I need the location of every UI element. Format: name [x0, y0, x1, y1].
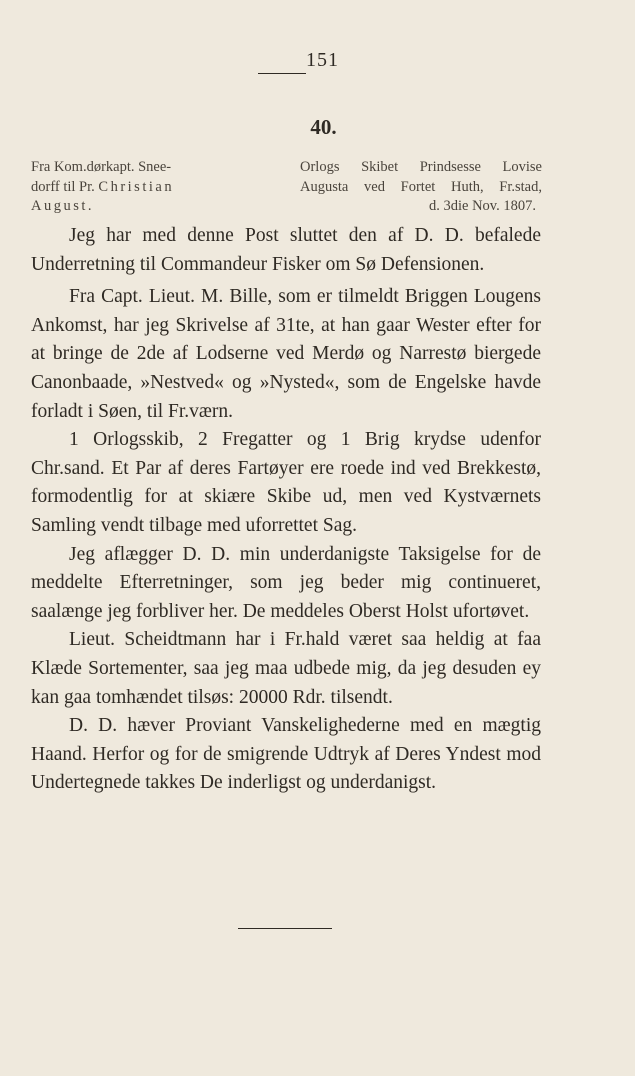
paragraph-5: Lieut. Scheidtmann har i Fr.hald været saa heldig at faa Klæde Sortementer, saa jeg maa udbede mig, da jeg desuden ey kan gaa tomhændet tilsøs: 20000 Rdr. tilsendt. — [31, 629, 541, 708]
paragraph-2: Fra Capt. Lieut. M. Bille, som er tilmeldt Briggen Lougens Ankomst, har jeg Skrivelse af 31te, at han gaar Wester efter for at bringe de 2de af Lodserne ved Merdø og Narrestø biergede Canonbaade, »Nestved« og »Nysted«, som de Engelske havde forladt i Søen, til Fr.værn. — [31, 286, 541, 422]
sender-name-christian: Christian — [98, 178, 175, 195]
page-number: 151 — [306, 49, 339, 71]
paragraph-6: D. D. hæver Proviant Vanskelighederne med en mægtig Haand. Herfor og for de smigrende Udtryk af Deres Yndest mod Undertegnede takkes De inderligst og underdanigst. — [31, 715, 541, 794]
sender-line-1: Fra Kom.dørkapt. Snee- — [31, 159, 172, 175]
paragraph-1: Jeg har med denne Post sluttet den af D. D. befalede Underretning til Commandeur Fisker om Sø Defensionen. — [31, 225, 541, 275]
letter-body — [31, 222, 541, 798]
paragraph-3: 1 Orlogsskib, 2 Fregatter og 1 Brig krydse udenfor Chr.sand. Et Par af deres Fartøyer ere roede ind ved Brekkestø, formodentlig for at skiære Skibe ud, men ved Kystværnets Samling vendt tilbage med uforrettet Sag. — [31, 429, 541, 536]
date-line: d. 3die Nov. 1807. — [429, 198, 536, 214]
place-line-1: Orlogs Skibet Prindsesse Lovise — [300, 159, 542, 175]
sender-line-3: August. — [31, 198, 95, 214]
sender-line-2 — [31, 178, 241, 198]
paragraph-4: Jeg aflægger D. D. min underdanigste Taksigelse for de meddelte Efterretninger, som jeg beder mig continueret, saalænge jeg forbliver her. De meddeles Oberst Holst ufortøvet. — [31, 543, 541, 622]
page-number-rule — [258, 73, 306, 74]
letter-number: 40. — [310, 115, 337, 139]
sender-block — [31, 158, 241, 217]
sender-line-2a: dorff til Pr. — [31, 178, 99, 195]
place-line-2: Augusta ved Fortet Huth, Fr.stad, — [300, 178, 542, 195]
footer-rule — [238, 928, 332, 929]
place-date-block — [300, 158, 542, 217]
